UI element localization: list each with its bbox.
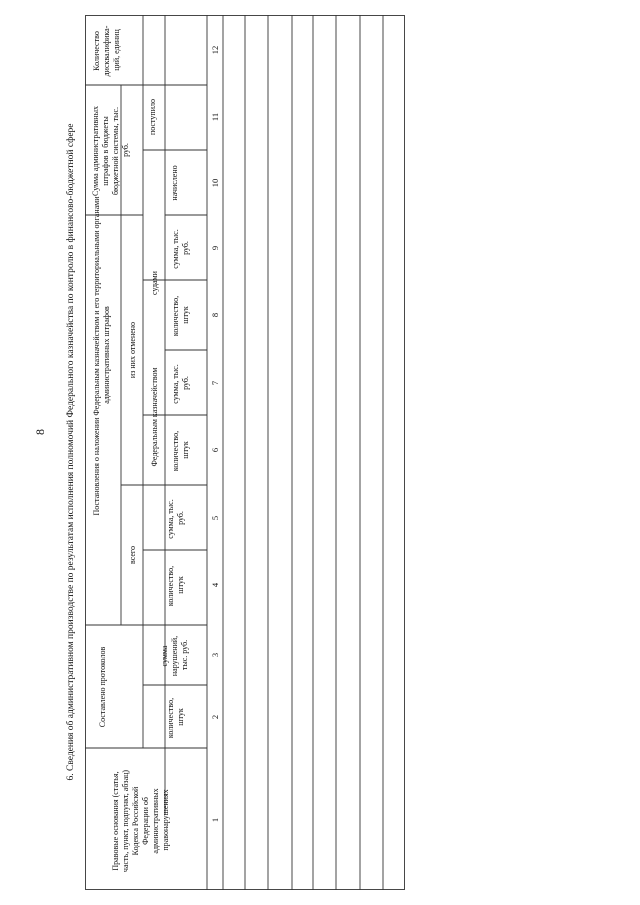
col-num-2: 2 <box>210 714 220 720</box>
header-protocols: Составлено протоколов <box>98 646 107 728</box>
col-num-6: 6 <box>210 447 220 453</box>
header-total-sum: сумма, тыс. руб. <box>166 499 185 539</box>
header-courts-sum: сумма, тыс. руб. <box>171 229 190 269</box>
header-treasury-sum: сумма, тыс. руб. <box>171 364 190 404</box>
table-grid <box>85 15 405 890</box>
header-total: всего <box>128 545 137 565</box>
header-resolutions: Постановления о наложении Федеральным казначейством и его территориальными органами административных штрафов <box>92 196 111 516</box>
header-fines-sum: Сумма административных штрафов в бюджеты бюджетной системы, тыс. руб. <box>91 106 130 196</box>
header-total-count: количество, штук <box>166 565 185 607</box>
header-treasury-count: количество, штук <box>171 430 190 472</box>
col-num-4: 4 <box>210 582 220 588</box>
col-num-1: 1 <box>210 817 220 823</box>
col-num-9: 9 <box>210 245 220 251</box>
header-disqualification: Количество дисквалифика- ций, единиц <box>92 25 121 77</box>
header-legal-basis: Правовые основания (статья, часть, пункт, подпункт, абзац) Кодекса Российской Федерации об административных правонарушениях <box>111 769 170 873</box>
section-title: 6. Сведения об административном производстве по результатам исполнения полномочий Федерального казначейства по контролю в финансово-бюджетной сфере <box>66 123 76 781</box>
header-protocols-sum: сумма нарушений, тыс. руб. <box>160 635 189 677</box>
col-num-7: 7 <box>210 380 220 386</box>
col-num-5: 5 <box>210 515 220 521</box>
col-num-8: 8 <box>210 312 220 318</box>
header-protocols-count: количество, штук <box>166 697 185 739</box>
col-num-3: 3 <box>210 652 220 658</box>
col-num-10: 10 <box>210 178 220 188</box>
header-by-treasury: Федеральным казначейством <box>150 367 159 467</box>
header-cancelled: из них отменено <box>128 321 137 379</box>
header-by-courts: судами <box>150 271 159 295</box>
col-num-12: 12 <box>210 45 220 55</box>
header-courts-count: количество, штук <box>171 295 190 337</box>
header-accrued: начислено <box>170 165 179 201</box>
page-number: 8 <box>32 429 47 435</box>
col-num-11: 11 <box>210 112 220 122</box>
header-received: поступило <box>148 99 157 135</box>
admin-proceedings-table <box>85 15 405 890</box>
